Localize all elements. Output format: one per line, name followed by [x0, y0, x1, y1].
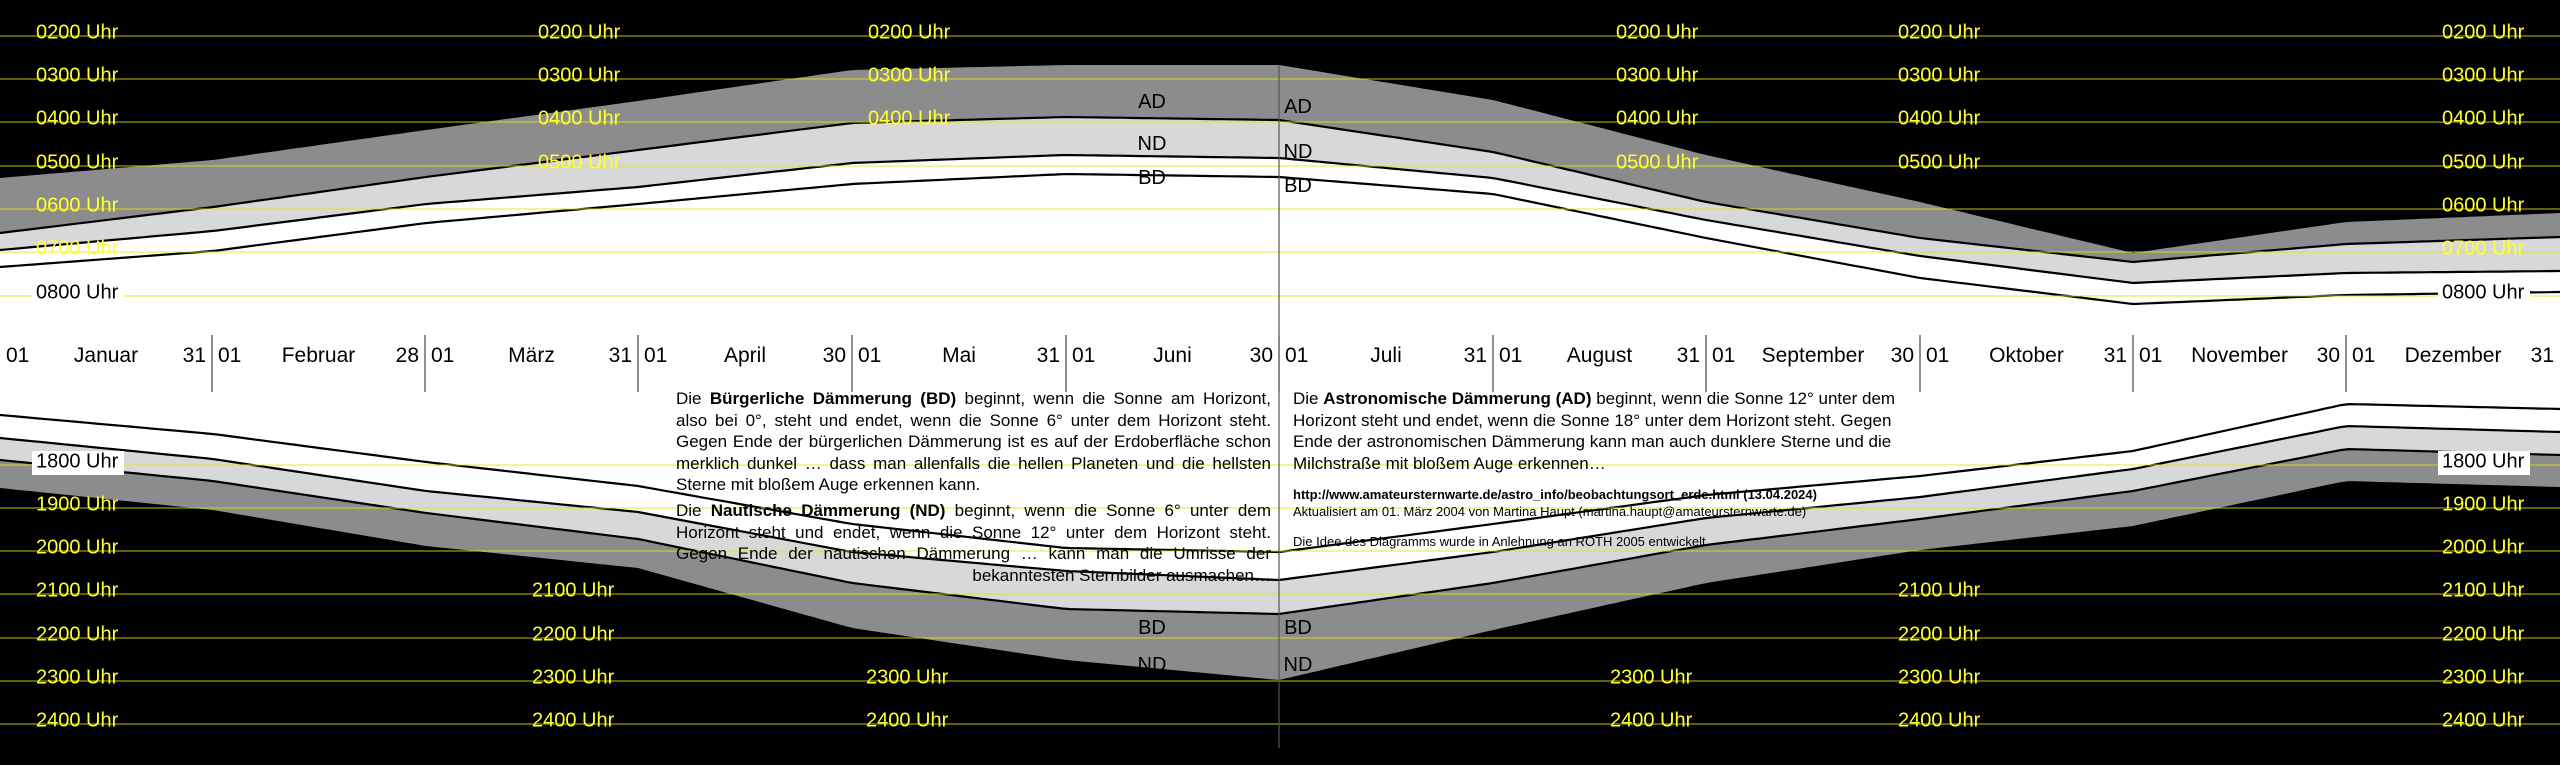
month-end-day: 30 — [1890, 344, 1914, 367]
evening-hour-label: 1800 Uhr — [36, 450, 119, 473]
evening-hour-label: 1900 Uhr — [36, 493, 119, 516]
tag-bd-evening-left: BD — [1138, 617, 1166, 639]
morning-hour-label: 0300 Uhr — [36, 64, 119, 87]
morning-hour-label: 0200 Uhr — [868, 21, 951, 44]
morning-hour-label: 0200 Uhr — [1898, 21, 1981, 44]
month-name: Mai — [942, 344, 976, 367]
month-name: August — [1566, 344, 1633, 367]
evening-hour-label: 2400 Uhr — [532, 709, 615, 732]
civil-text: beginnt, wenn die Sonne am Horizont, also bei 0°, steht und endet, wenn die Sonne 6° unter dem Horizont steht. Gegen Ende der bürgerlichen Dämmerung ist es auf der Erdoberfläche schon merklich dunkel … dass man allenfalls die hellen Planeten und die hellsten Sterne mit bloßem Auge erkennen kann. — [676, 389, 1272, 495]
month-start-day: 01 — [6, 344, 30, 367]
tag-ad-evening-right: AD — [1284, 696, 1312, 718]
morning-hour-label: 0600 Uhr — [2442, 194, 2525, 217]
morning-hour-label: 0400 Uhr — [538, 107, 621, 130]
morning-hour-label: 0200 Uhr — [1616, 21, 1699, 44]
evening-hour-label: 2100 Uhr — [1898, 579, 1981, 602]
month-name: September — [1761, 344, 1865, 367]
morning-hour-label: 0500 Uhr — [538, 151, 621, 174]
evening-hour-label: 2300 Uhr — [2442, 666, 2525, 689]
morning-hour-label: 0300 Uhr — [1616, 64, 1699, 87]
month-end-day: 31 — [1463, 344, 1487, 367]
month-end-day: 31 — [2103, 344, 2127, 367]
month-start-day: 01 — [218, 344, 242, 367]
nautical-term: Nautische Dämmerung (ND) — [710, 500, 946, 520]
month-start-day: 01 — [1712, 344, 1736, 367]
evening-hour-label: 2300 Uhr — [866, 666, 949, 689]
month-end-day: 28 — [395, 344, 419, 367]
month-name: Februar — [281, 344, 356, 367]
morning-hour-label: 0300 Uhr — [2442, 64, 2525, 87]
idea-note: Die Idee des Diagramms wurde in Anlehnung an ROTH 2005 entwickelt. — [1293, 534, 1710, 550]
morning-hour-label: 0300 Uhr — [538, 64, 621, 87]
month-start-day: 01 — [1499, 344, 1523, 367]
evening-hour-label: 1900 Uhr — [2442, 493, 2525, 516]
morning-hour-label: 0400 Uhr — [868, 107, 951, 130]
astronomical-description — [1293, 388, 1905, 550]
evening-hour-label: 2400 Uhr — [36, 709, 119, 732]
month-start-day: 01 — [1285, 344, 1309, 367]
evening-hour-label: 2400 Uhr — [2442, 709, 2525, 732]
tag-ad-evening-left: AD — [1138, 696, 1166, 718]
evening-hour-label: 2000 Uhr — [36, 536, 119, 559]
civil-pre: Die — [676, 389, 710, 408]
source-url[interactable]: http://www.amateursternwarte.de/astro_info/beobachtungsort_erde.html (13.04.2024) — [1293, 487, 1817, 503]
evening-hour-label: 2300 Uhr — [1610, 666, 1693, 689]
morning-hour-label: 0700 Uhr — [2442, 237, 2525, 260]
evening-hour-label: 2400 Uhr — [1898, 709, 1981, 732]
civil-nautical-description — [676, 388, 1271, 586]
morning-hour-label: 0500 Uhr — [1898, 151, 1981, 174]
tag-bd-evening-right: BD — [1284, 617, 1312, 639]
month-start-day: 01 — [2139, 344, 2163, 367]
evening-hour-label: 2200 Uhr — [532, 623, 615, 646]
month-name: April — [723, 344, 767, 367]
nautical-twilight-paragraph — [676, 500, 1271, 586]
month-start-day: 01 — [858, 344, 882, 367]
morning-hour-label: 0500 Uhr — [1616, 151, 1699, 174]
month-end-day: 31 — [1036, 344, 1060, 367]
morning-hour-label: 0200 Uhr — [538, 21, 621, 44]
tag-bd-morning-right: BD — [1284, 175, 1312, 197]
evening-hour-label: 2300 Uhr — [532, 666, 615, 689]
tag-nd-evening-left: ND — [1137, 654, 1167, 676]
month-axis-band — [0, 340, 2560, 368]
nautical-pre: Die — [676, 500, 711, 520]
month-end-day: 30 — [1249, 344, 1273, 367]
month-start-day: 01 — [431, 344, 455, 367]
evening-hour-label: 2200 Uhr — [2442, 623, 2525, 646]
month-name: Juli — [1370, 344, 1402, 367]
evening-hour-label: 2400 Uhr — [1610, 709, 1693, 732]
civil-term: Bürgerliche Dämmerung (BD) — [709, 389, 957, 408]
evening-hour-label: 2000 Uhr — [2442, 536, 2525, 559]
morning-hour-label: 0800 Uhr — [2442, 281, 2525, 304]
morning-hour-label: 0600 Uhr — [36, 194, 119, 217]
astronomical-twilight-paragraph — [1293, 388, 1905, 474]
tag-nd-evening-right: ND — [1283, 654, 1313, 676]
month-name: November — [2191, 344, 2288, 367]
month-name: Juni — [1153, 344, 1192, 367]
month-end-day: 30 — [2316, 344, 2340, 367]
month-start-day: 01 — [2352, 344, 2376, 367]
update-note: Aktualisiert am 01. März 2004 von Martina Haupt (martina.haupt@amateursternwarte.de) — [1293, 504, 1807, 520]
month-name: Oktober — [1989, 344, 2064, 367]
month-name: März — [508, 344, 555, 367]
morning-hour-label: 0200 Uhr — [2442, 21, 2525, 44]
month-name: Januar — [73, 344, 139, 367]
morning-hour-label: 0300 Uhr — [868, 64, 951, 87]
astro-pre: Die — [1293, 389, 1324, 408]
tag-nd-morning-left: ND — [1137, 133, 1167, 155]
evening-hour-label: 2100 Uhr — [2442, 579, 2525, 602]
morning-hour-label: 0700 Uhr — [36, 237, 119, 260]
astro-text: beginnt, wenn die Sonne 12° unter dem Horizont steht und endet, wenn die Sonne 18° unter dem Horizont steht. Gegen Ende der astronomischen Dämmerung kann man auch dunklere Sterne und die Milchstraße mit bloßem Auge erkennen… — [1293, 389, 1896, 473]
evening-hour-label: 2200 Uhr — [36, 623, 119, 646]
morning-hour-label: 0800 Uhr — [36, 281, 119, 304]
month-start-day: 01 — [644, 344, 668, 367]
morning-hour-label: 0400 Uhr — [1898, 107, 1981, 130]
evening-hour-label: 2300 Uhr — [36, 666, 119, 689]
morning-hour-label: 0400 Uhr — [2442, 107, 2525, 130]
astro-term: Astronomische Dämmerung (AD) — [1323, 389, 1592, 408]
morning-hour-label: 0500 Uhr — [36, 151, 119, 174]
evening-hour-label: 2100 Uhr — [532, 579, 615, 602]
evening-hour-label: 2300 Uhr — [1898, 666, 1981, 689]
tag-ad-morning-right: AD — [1284, 96, 1312, 118]
month-end-day: 31 — [608, 344, 632, 367]
evening-hour-label: 2200 Uhr — [1898, 623, 1981, 646]
month-end-day: 31 — [1676, 344, 1700, 367]
evening-hour-label: 2400 Uhr — [866, 709, 949, 732]
evening-hour-label: 1800 Uhr — [2442, 450, 2525, 473]
morning-hour-label: 0200 Uhr — [36, 21, 119, 44]
morning-hour-label: 0500 Uhr — [2442, 151, 2525, 174]
nautical-text: beginnt, wenn die Sonne 6° unter dem Horizont steht und endet, wenn die Sonne 12° unter dem Horizont steht. Gegen Ende der nautischen Dämmerung … kann man die Umrisse der bekanntesten Sternbilder ausmachen… — [676, 500, 1271, 585]
month-end-day: 31 — [182, 344, 206, 367]
month-start-day: 01 — [1926, 344, 1950, 367]
month-name: Dezember — [2404, 344, 2502, 367]
month-end-day: 30 — [822, 344, 846, 367]
morning-hour-label: 0400 Uhr — [36, 107, 119, 130]
month-end-day: 31 — [2530, 344, 2554, 367]
tag-bd-morning-left: BD — [1138, 167, 1166, 189]
civil-twilight-paragraph — [676, 388, 1271, 496]
month-start-day: 01 — [1072, 344, 1096, 367]
tag-ad-morning-left: AD — [1138, 91, 1166, 113]
evening-hour-label: 2100 Uhr — [36, 579, 119, 602]
morning-hour-label: 0400 Uhr — [1616, 107, 1699, 130]
morning-hour-label: 0300 Uhr — [1898, 64, 1981, 87]
tag-nd-morning-right: ND — [1283, 141, 1313, 163]
